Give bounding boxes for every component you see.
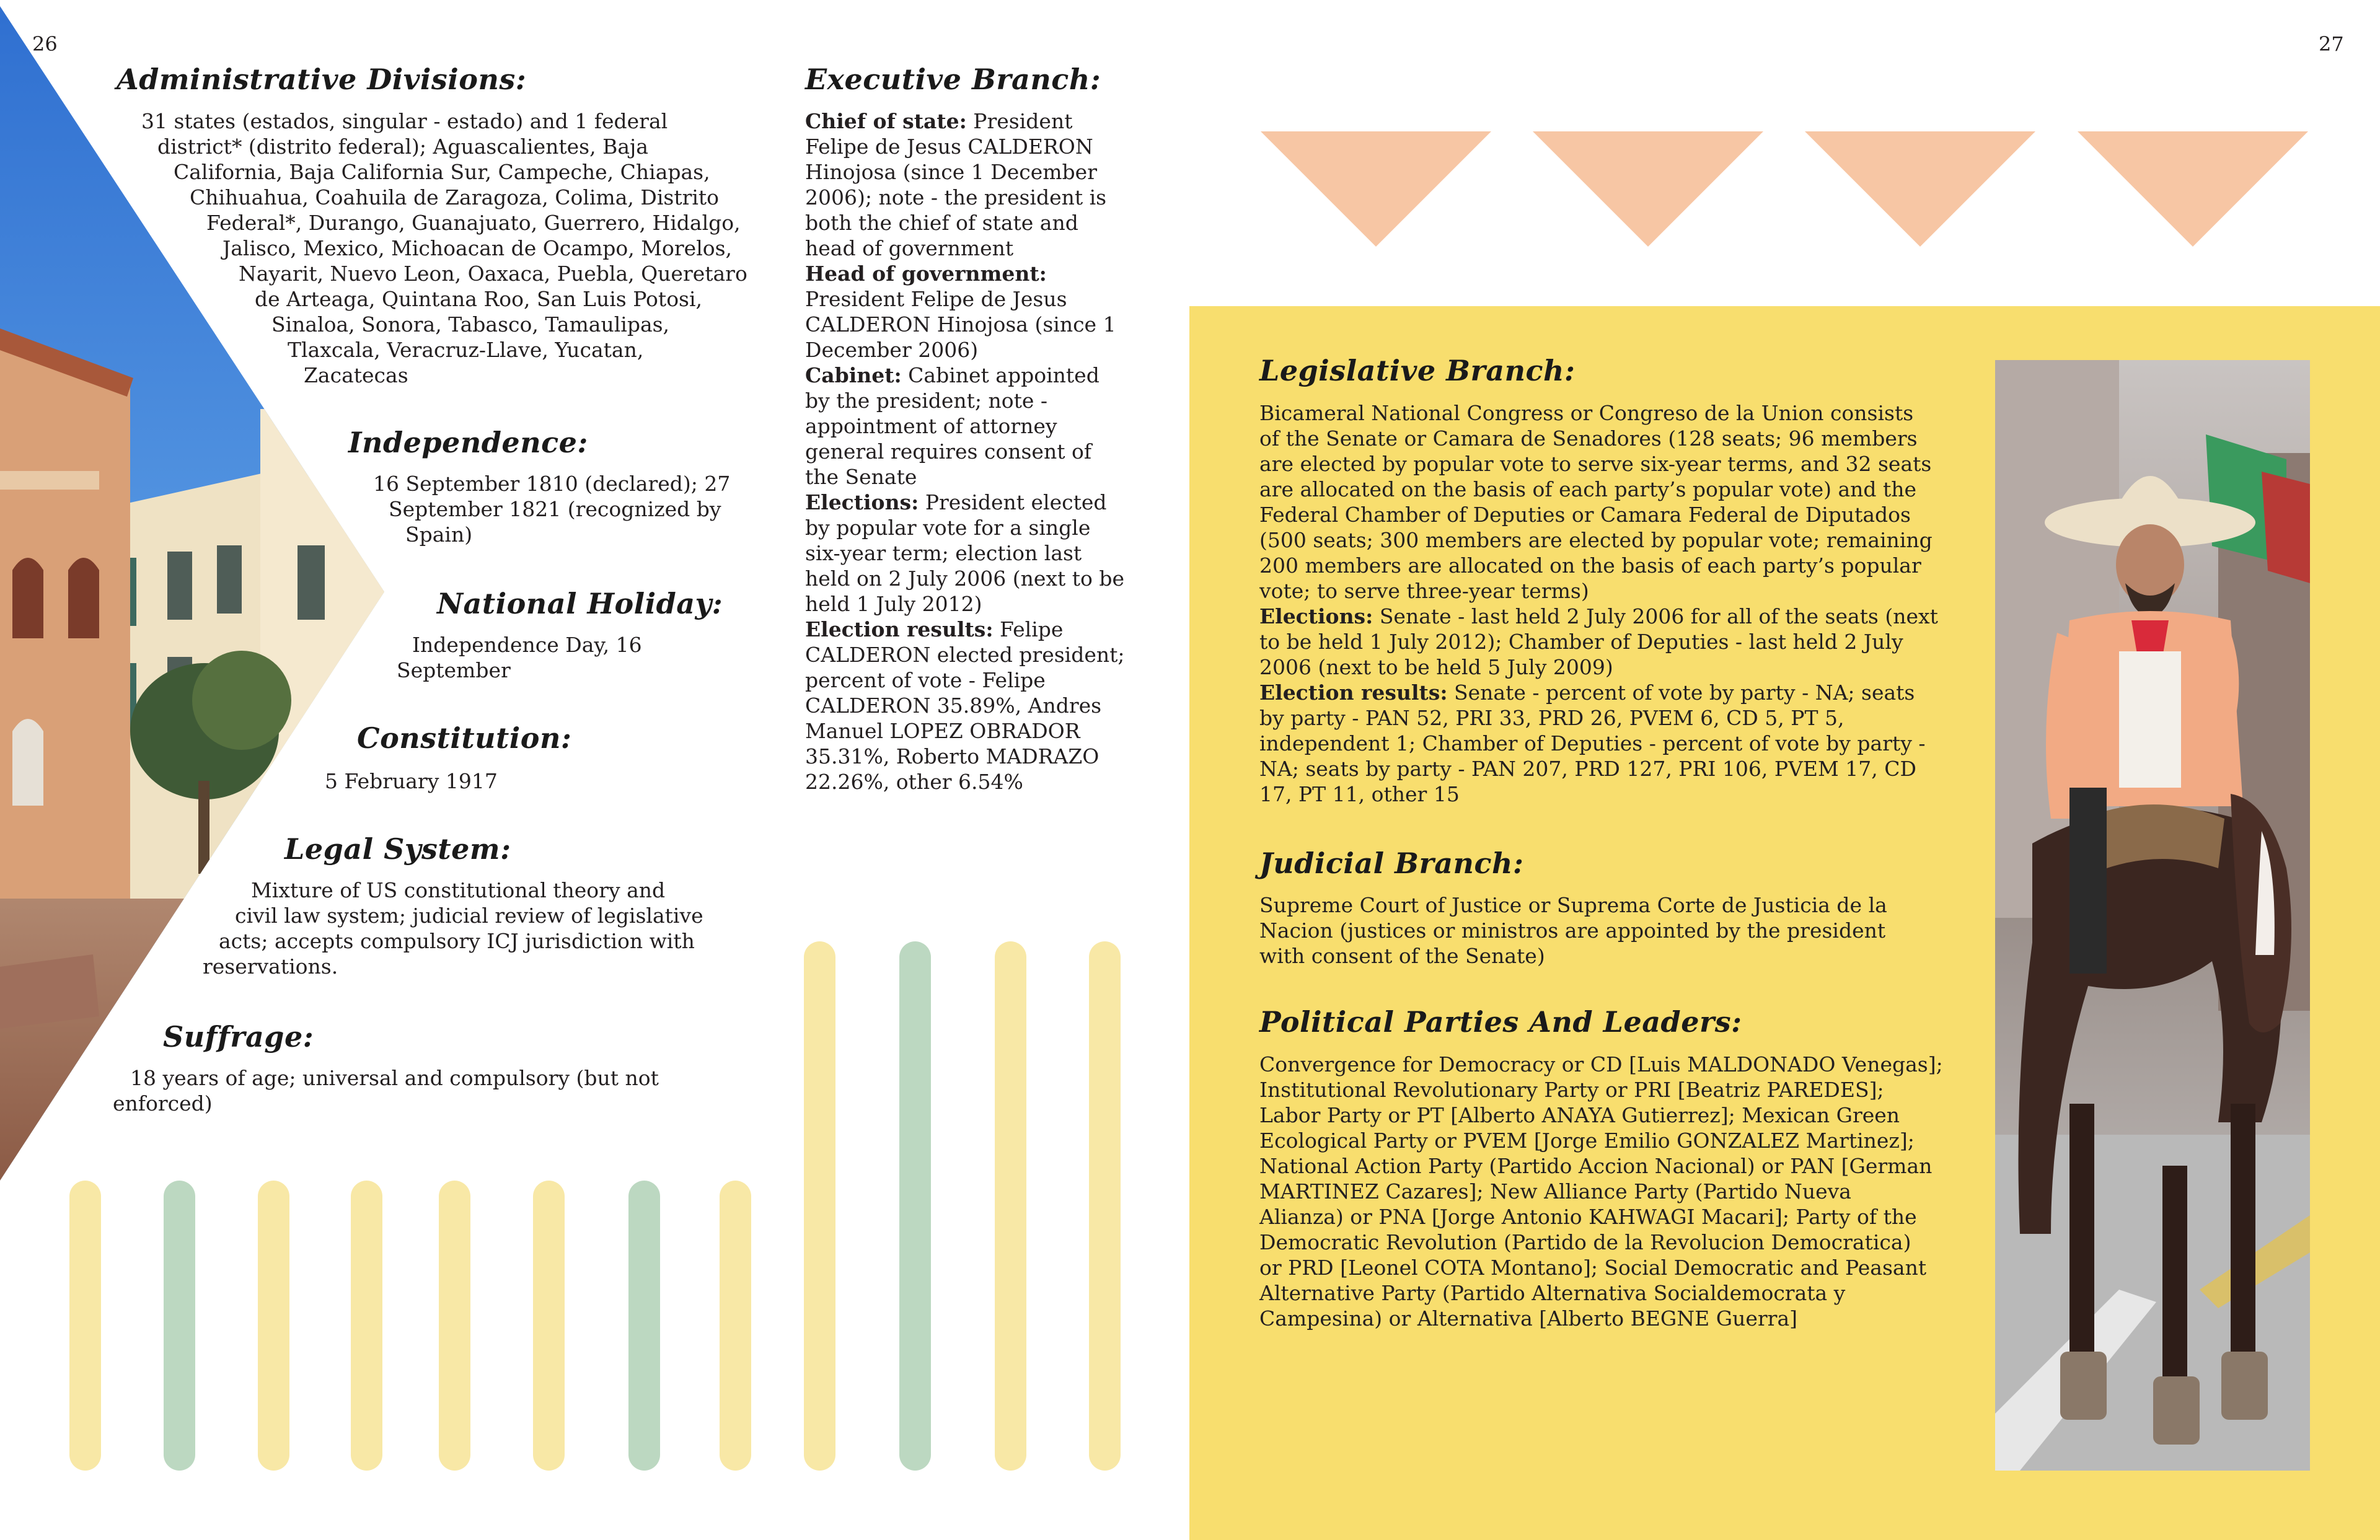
heading-legal-system: Legal System: [284,832,511,866]
judicial-branch-text: Supreme Court of Justice or Suprema Corte de Justicia de la Nacion (justices or ministros are appointed by the president with consent of the Senate) [1259,893,1887,968]
heading-suffrage: Suffrage: [163,1020,314,1054]
legislative-election-results-entry: Election results: Senate - percent of vote by party - NA; seats [1259,680,1915,705]
head-of-government-entry: Head of government: President Felipe de Jesus CALDERON Hinojosa (since 1 December 2006) [805,262,1116,362]
administrative-divisions-text: 31 states (estados, singular - estado) and 1 federal district* (distrito federal); Aguascalientes, Baja California, Baja California Sur, Campeche, Chiapas, Chihuahua, Coahuila de Zaragoza, Colima, Distrito Federal*, Durango, Guanajuato, Guerrero, Hidalgo, Jalisco, Mexico, Michoacan de Ocampo, Morelos, Nayarit, Nuevo Leon, Oaxaca, Puebla, Queretaro de Arteaga, Quintana Roo, San Luis Potosi, Sinaloa, Sonora, Tabasco, Tamaulipas, Tlaxcala, Veracruz-Llave, Yucatan, Zacatecas [141,109,747,387]
executive-branch-text [805,108,1127,794]
page-number-left: 26 [32,32,58,56]
heading-administrative-divisions: Administrative Divisions: [117,63,527,96]
elections-entry: Elections: President elected by popular vote for a single six-year term; election last held on 2 July 2006 (next to be held 1 July 2012) [805,490,1124,616]
suffrage-text: 18 years of age; universal and compulsory (but not enforced) [113,1066,659,1115]
political-parties-text: Convergence for Democracy or CD [Luis MALDONADO Venegas]; Institutional Revolutionary Party or PRI [Beatriz PAREDES]; Labor Party or PT [Alberto ANAYA Gutierrez]; Mexican Green Ecological Party or PVEM [Jorge Emilio GONZALEZ Martinez]; National Action Party (Partido Accion Nacional) or PAN [German MARTINEZ Cazares]; New Alliance Party (Partido Nueva Alianza) or PNA [Jorge Antonio KAHWAGI Macari]; Party of the Democratic Revolution (Partido de la Revolucion Democratica) or PRD [Leonel COTA Montano]; Social Democratic and Peasant Alternative Party (Partido Alternativa Socialdemocrata y Campesina) or Alternativa [Alberto BEGNE Guerra] [1259,1052,1943,1331]
legislative-elections-entry: Elections: Senate - last held 2 July 2006 for all of the seats (next [1259,604,1938,628]
independence-text: 16 September 1810 (declared); 27 September 1821 (recognized by Spain) [373,472,731,547]
heading-national-holiday: National Holiday: [437,587,723,620]
heading-judicial-branch: Judicial Branch: [1259,847,1524,880]
chief-of-state-entry: Chief of state: President Felipe de Jesus CALDERON Hinojosa (since 1 December 2006); note - the president is both the chief of state and head of government [805,109,1107,260]
cabinet-entry: Cabinet: Cabinet appointed by the president; note - appointment of attorney general requires consent of the Senate [805,363,1100,489]
heading-constitution: Constitution: [357,721,572,755]
heading-political-parties: Political Parties And Leaders: [1259,1005,1742,1039]
constitution-text: 5 February 1917 [325,769,498,793]
charro-horse-photo [1995,360,2310,1471]
heading-independence: Independence: [348,426,588,459]
election-results-entry: Election results: Felipe CALDERON elected president; percent of vote - Felipe CALDERON 35.89%, Andres Manuel LOPEZ OBRADOR 35.31%, Roberto MADRAZO 22.26%, other 6.54% [805,617,1125,794]
heading-executive-branch: Executive Branch: [805,63,1101,96]
legal-system-text: Mixture of US constitutional theory and civil law system; judicial review of legislative acts; accepts compulsory ICJ jurisdiction with reservations. [203,878,703,979]
heading-legislative-branch: Legislative Branch: [1259,354,1576,387]
national-holiday-text: Independence Day, 16 September [397,633,642,682]
legislative-branch-text: Bicameral National Congress or Congreso de la Union consists of the Senate or Camara de Senadores (128 seats; 96 members are elected by popular vote to serve six-year terms, and 32 seats are allocated on the basis of each party’s popular vote) and the Federal Chamber of Deputies or Camara Federal de Diputados (500 seats; 300 members are elected by popular vote; remaining 200 members are allocated on the basis of each party’s popular vote; to serve three-year terms) Elections: Senate - last held 2 July 2006 for all of the seats (next to be held 1 July 2012); Chamber of Deputies - last held 2 July 2006 (next to be held 5 July 2009) Election results: Senate - percent of vote by party - NA; seats by party - PAN 52, PRI 33, PRD 26, PVEM 6, CD 5, PT 5, independent 1; Chamber of Deputies - percent of vote by party - NA; seats by party - PAN 207, PRD 127, PRI 106, PVEM 17, CD 17, PT 11, other 15 [1259,400,1985,807]
page-number-right: 27 [2319,32,2344,56]
